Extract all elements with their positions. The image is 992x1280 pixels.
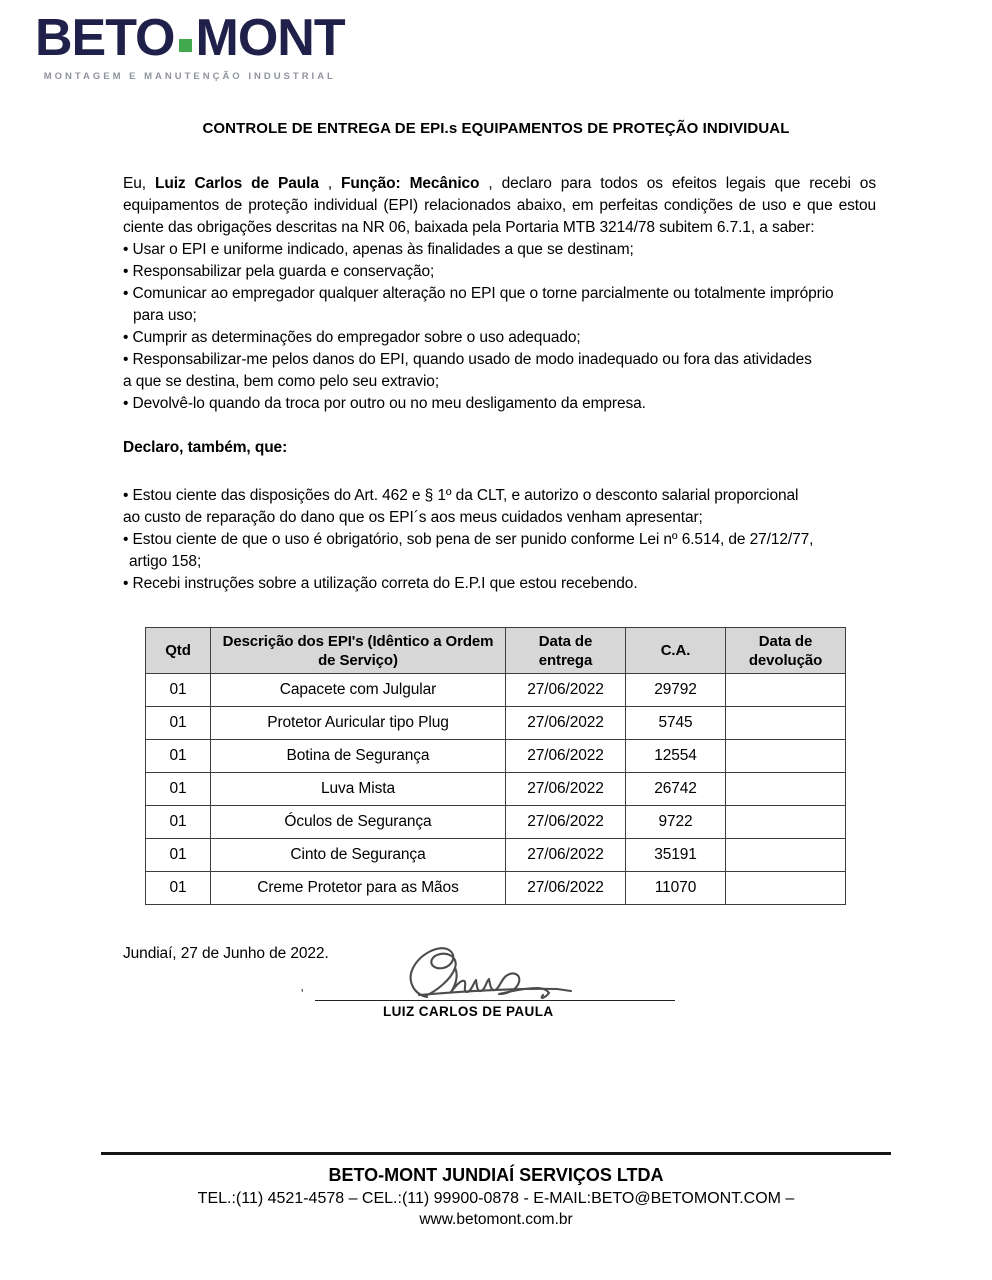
document-body <box>123 173 876 965</box>
intro-segment: , declaro para todos os efeitos legais que recebi os equipamentos de proteção individual (EPI) relacionados abaixo, em perfeitas condições de uso e que estou ciente das obrigações descritas na NR 06, baixada pela Portaria MTB 3214/78 subitem 6.7.1, a saber: <box>123 175 876 236</box>
logo-text-mont: MONT <box>195 9 345 67</box>
cell-ca: 35191 <box>626 839 726 872</box>
epi-table-column-header: Qtd <box>146 628 211 674</box>
intro-segment: , <box>327 175 342 192</box>
cell-ca: 5745 <box>626 707 726 740</box>
obligation-text: Responsabilizar-me pelos danos do EPI, quando usado de modo inadequado ou fora das atividades <box>132 351 812 368</box>
declaration-line <box>123 485 876 507</box>
declaration-text: ao custo de reparação do dano que os EPI´s aos meus cuidados venham apresentar; <box>123 509 703 526</box>
declaration-line <box>123 573 876 595</box>
intro-segment: Função: Mecânico <box>341 175 480 192</box>
obligation-text: Usar o EPI e uniforme indicado, apenas às finalidades a que se destinam; <box>132 241 634 258</box>
signature-line <box>315 1000 675 1001</box>
logo-tagline: MONTAGEM E MANUTENÇÃO INDUSTRIAL <box>43 71 336 82</box>
page-footer <box>0 1152 992 1229</box>
handwritten-signature-icon <box>405 942 625 1004</box>
table-row <box>146 740 846 773</box>
logo-wordmark <box>35 9 345 67</box>
declaration-heading: Declaro, também, que: <box>123 439 288 456</box>
obligation-line <box>123 393 876 415</box>
obligation-line <box>123 283 876 305</box>
cell-data-devolucao <box>726 740 846 773</box>
cell-data-entrega: 27/06/2022 <box>506 839 626 872</box>
table-row <box>146 707 846 740</box>
cell-descricao: Luva Mista <box>211 773 506 806</box>
obligation-line <box>123 371 876 393</box>
cell-data-devolucao <box>726 872 846 905</box>
cell-data-devolucao <box>726 773 846 806</box>
cell-qtd: 01 <box>146 707 211 740</box>
cell-data-entrega: 27/06/2022 <box>506 740 626 773</box>
signature-tick-mark: ' <box>301 986 304 1001</box>
cell-ca: 12554 <box>626 740 726 773</box>
bullet-marker: • <box>123 241 133 258</box>
cell-descricao: Cinto de Segurança <box>211 839 506 872</box>
logo-green-square-icon <box>179 39 192 52</box>
obligation-text: a que se destina, bem como pelo seu extravio; <box>123 373 440 390</box>
bullet-marker: • <box>123 575 133 592</box>
cell-data-entrega: 27/06/2022 <box>506 872 626 905</box>
cell-data-devolucao <box>726 839 846 872</box>
table-row <box>146 872 846 905</box>
footer-divider <box>101 1152 891 1155</box>
cell-qtd: 01 <box>146 806 211 839</box>
cell-descricao: Capacete com Julgular <box>211 674 506 707</box>
epi-table <box>145 627 846 905</box>
cell-qtd: 01 <box>146 839 211 872</box>
company-logo <box>35 9 345 82</box>
obligation-line <box>123 239 876 261</box>
cell-ca: 26742 <box>626 773 726 806</box>
cell-qtd: 01 <box>146 740 211 773</box>
footer-contact-line: TEL.:(11) 4521-4578 – CEL.:(11) 99900-0878 - E-MAIL:BETO@BETOMONT.COM – <box>197 1190 795 1207</box>
cell-data-entrega: 27/06/2022 <box>506 773 626 806</box>
cell-data-devolucao <box>726 707 846 740</box>
obligation-line <box>123 327 876 349</box>
declaration-line <box>123 551 876 573</box>
cell-ca: 11070 <box>626 872 726 905</box>
table-row <box>146 674 846 707</box>
epi-table-header-row <box>146 628 846 674</box>
declaration-line <box>123 529 876 551</box>
signature-name: LUIZ CARLOS DE PAULA <box>383 1004 554 1019</box>
declaration-text: Recebi instruções sobre a utilização correta do E.P.I que estou recebendo. <box>132 575 638 592</box>
declaration-text: artigo 158; <box>129 553 202 570</box>
cell-ca: 9722 <box>626 806 726 839</box>
obligations-list <box>123 239 876 415</box>
epi-table-body <box>146 674 846 905</box>
intro-paragraph <box>123 173 876 239</box>
bullet-marker: • <box>123 487 133 504</box>
obligation-text: Cumprir as determinações do empregador sobre o uso adequado; <box>132 329 581 346</box>
bullet-marker: • <box>123 531 133 548</box>
obligation-line <box>123 305 876 327</box>
cell-descricao: Protetor Auricular tipo Plug <box>211 707 506 740</box>
obligation-text: Responsabilizar pela guarda e conservação; <box>132 263 435 280</box>
bullet-marker: • <box>123 329 133 346</box>
obligation-text: Devolvê-lo quando da troca por outro ou no meu desligamento da empresa. <box>132 395 646 412</box>
bullet-marker: • <box>123 395 133 412</box>
declaration-text: Estou ciente das disposições do Art. 462 e § 1º da CLT, e autorizo o desconto salarial proporcional <box>132 487 799 504</box>
epi-table-column-header: C.A. <box>626 628 726 674</box>
table-row <box>146 839 846 872</box>
table-row <box>146 773 846 806</box>
cell-qtd: 01 <box>146 674 211 707</box>
obligation-text: Comunicar ao empregador qualquer alteração no EPI que o torne parcialmente ou totalmente impróprio <box>132 285 834 302</box>
epi-table-column-header: Data de devolução <box>726 628 846 674</box>
cell-ca: 29792 <box>626 674 726 707</box>
obligation-text: para uso; <box>133 307 197 324</box>
declaration-text: Estou ciente de que o uso é obrigatório, sob pena de ser punido conforme Lei nº 6.514, de 27/12/77, <box>132 531 814 548</box>
logo-text-beto: BETO <box>35 9 175 67</box>
table-row <box>146 806 846 839</box>
cell-data-entrega: 27/06/2022 <box>506 707 626 740</box>
cell-descricao: Botina de Segurança <box>211 740 506 773</box>
intro-segment: Eu, <box>123 175 155 192</box>
declarations-list <box>123 485 876 595</box>
cell-data-devolucao <box>726 674 846 707</box>
document-title: CONTROLE DE ENTREGA DE EPI.s EQUIPAMENTOS DE PROTEÇÃO INDIVIDUAL <box>202 120 790 137</box>
obligation-line <box>123 349 876 371</box>
epi-table-column-header: Descrição dos EPI's (Idêntico a Ordem de Serviço) <box>211 628 506 674</box>
bullet-marker: • <box>123 263 133 280</box>
cell-descricao: Creme Protetor para as Mãos <box>211 872 506 905</box>
intro-segment: Luiz Carlos de Paula <box>154 175 319 192</box>
footer-website: www.betomont.com.br <box>419 1211 573 1228</box>
obligation-line <box>123 261 876 283</box>
declaration-line <box>123 507 876 529</box>
cell-qtd: 01 <box>146 773 211 806</box>
city-date-line: Jundiaí, 27 de Junho de 2022. <box>123 945 329 962</box>
cell-data-entrega: 27/06/2022 <box>506 806 626 839</box>
bullet-marker: • <box>123 351 133 368</box>
footer-company-name: BETO-MONT JUNDIAÍ SERVIÇOS LTDA <box>328 1165 664 1185</box>
cell-data-entrega: 27/06/2022 <box>506 674 626 707</box>
bullet-marker: • <box>123 285 133 302</box>
cell-data-devolucao <box>726 806 846 839</box>
epi-table-column-header: Data de entrega <box>506 628 626 674</box>
cell-qtd: 01 <box>146 872 211 905</box>
cell-descricao: Óculos de Segurança <box>211 806 506 839</box>
